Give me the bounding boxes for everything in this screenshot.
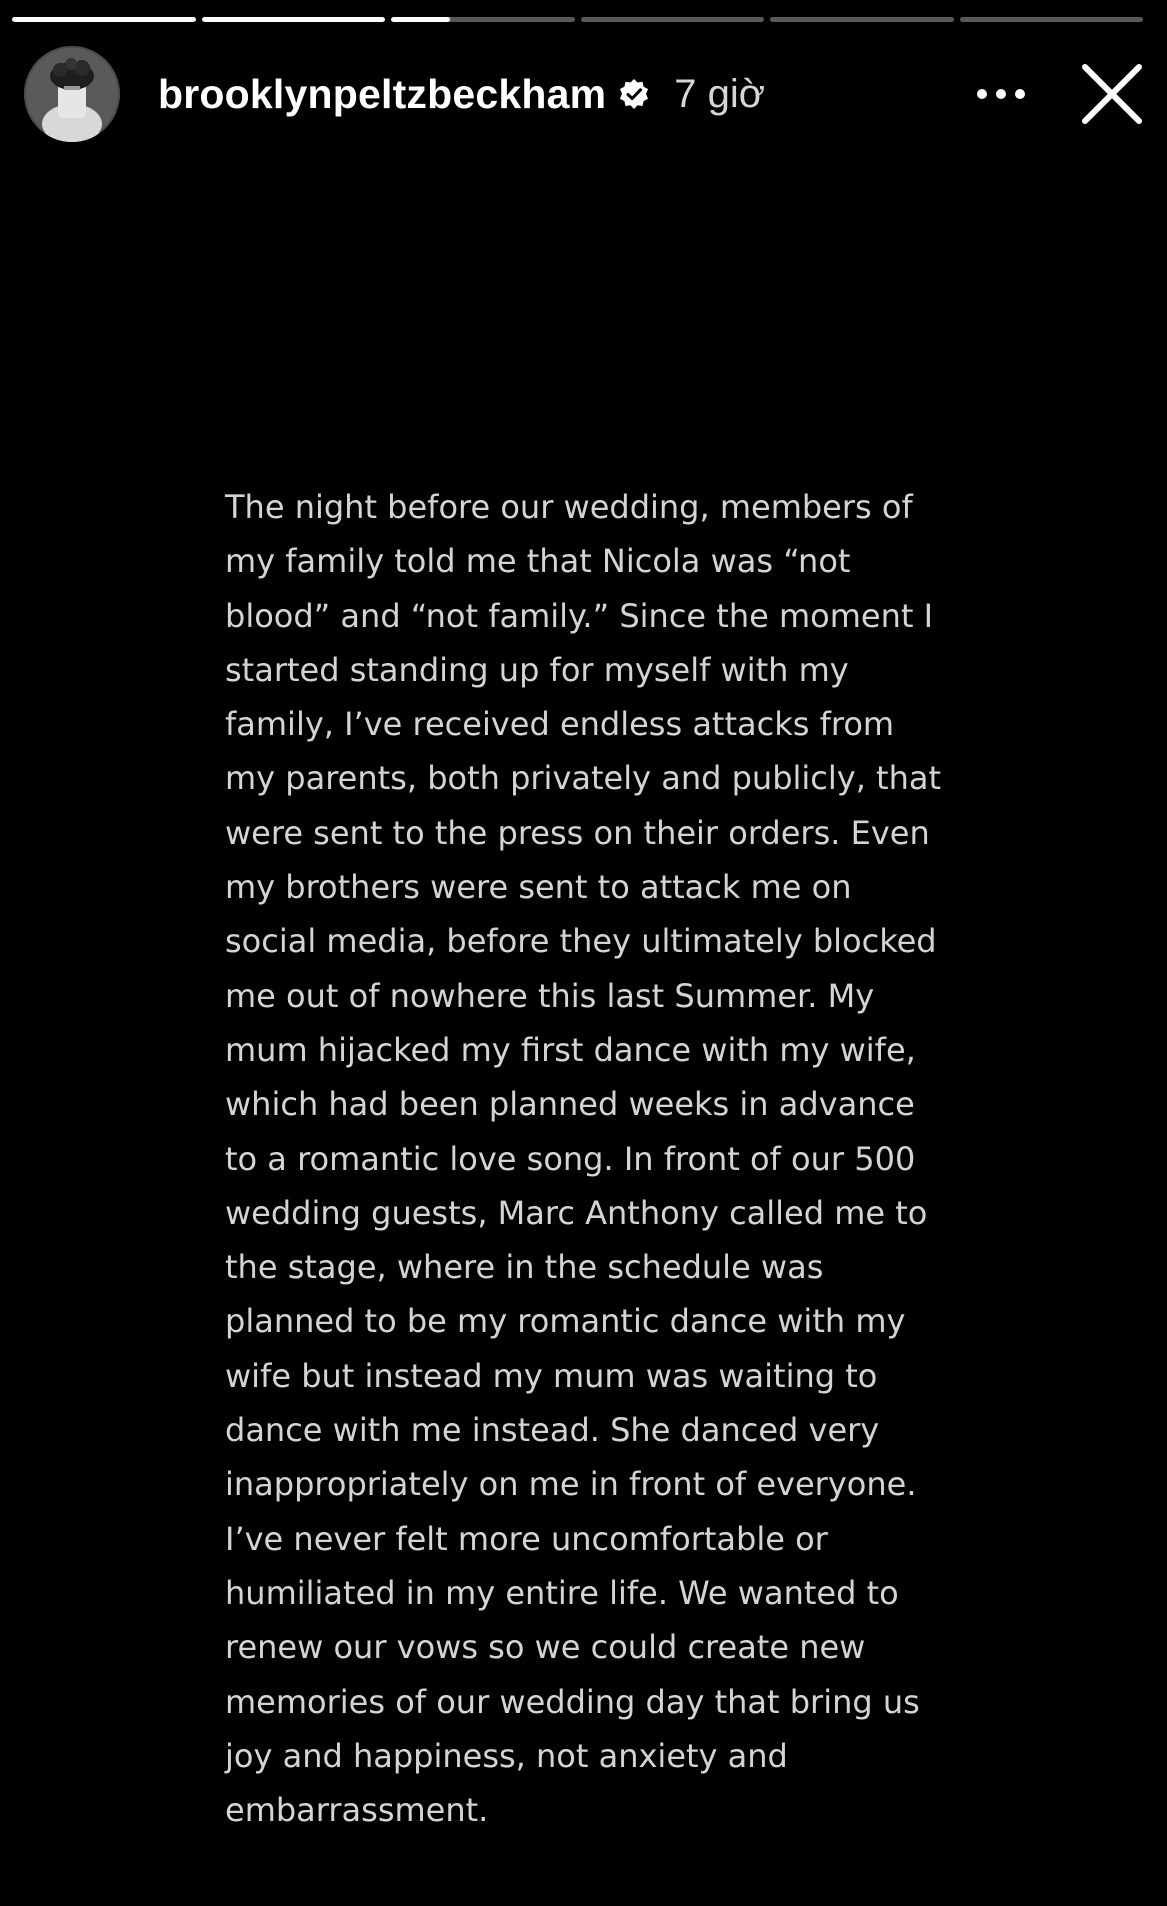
profile-avatar[interactable]	[24, 46, 120, 142]
progress-segment	[12, 17, 196, 22]
story-text	[225, 480, 945, 1837]
story-text-line: humiliated in my entire life. We wanted to	[225, 1573, 899, 1612]
story-text-line: my parents, both privately and publicly, that	[225, 759, 942, 798]
story-progress-bar	[12, 17, 1143, 22]
story-text-line: dance with me instead. She danced very	[225, 1411, 880, 1450]
more-options-icon	[976, 88, 1026, 100]
story-text-line: my family told me that Nicola was “not	[225, 542, 851, 581]
story-text-line: the stage, where in the schedule was	[225, 1248, 824, 1287]
story-text-line: embarrassment.	[225, 1791, 489, 1830]
story-text-line: joy and happiness, not anxiety and	[225, 1736, 788, 1775]
progress-segment-fill	[391, 17, 450, 22]
story-text-line: wife but instead my mum was waiting to	[225, 1356, 878, 1395]
story-text-line: memories of our wedding day that bring us	[225, 1682, 920, 1721]
story-text-line: to a romantic love song. In front of our 500	[225, 1139, 916, 1178]
story-text-line: inappropriately on me in front of everyone.	[225, 1465, 917, 1504]
story-text-line: wedding guests, Marc Anthony called me to	[225, 1193, 928, 1232]
story-text-line: which had been planned weeks in advance	[225, 1085, 915, 1124]
story-text-line: renew our vows so we could create new	[225, 1628, 866, 1667]
avatar-image	[24, 46, 120, 142]
verified-badge-icon	[618, 78, 650, 110]
story-text-line: family, I’ve received endless attacks from	[225, 705, 895, 744]
story-text-line: started standing up for myself with my	[225, 650, 849, 689]
story-text-line: planned to be my romantic dance with my	[225, 1302, 906, 1341]
story-text-line: The night before our wedding, members of	[225, 488, 913, 526]
story-text-line: me out of nowhere this last Summer. My	[225, 976, 875, 1015]
story-text-line: blood” and “not family.” Since the moment I	[225, 596, 933, 635]
story-text-line: were sent to the press on their orders. Even	[225, 813, 930, 852]
story-text-line: mum hijacked my first dance with my wife,	[225, 1030, 916, 1069]
username[interactable]: brooklynpeltzbeckham	[158, 70, 607, 117]
story-text-line: social media, before they ultimately blocked	[225, 922, 937, 961]
story-text-line: I’ve never felt more uncomfortable or	[225, 1519, 828, 1558]
post-time: 7 giờ	[674, 71, 766, 116]
progress-segment-fill	[12, 17, 196, 22]
progress-segment-fill	[202, 17, 386, 22]
more-options-button[interactable]	[971, 64, 1031, 124]
progress-segment	[391, 17, 575, 22]
close-icon	[1081, 63, 1143, 125]
progress-segment	[770, 17, 954, 22]
story-text-line: my brothers were sent to attack me on	[225, 868, 852, 907]
close-button[interactable]	[1077, 59, 1147, 129]
progress-segment	[202, 17, 386, 22]
progress-segment	[960, 17, 1144, 22]
story-header	[24, 46, 1143, 142]
progress-segment	[581, 17, 765, 22]
